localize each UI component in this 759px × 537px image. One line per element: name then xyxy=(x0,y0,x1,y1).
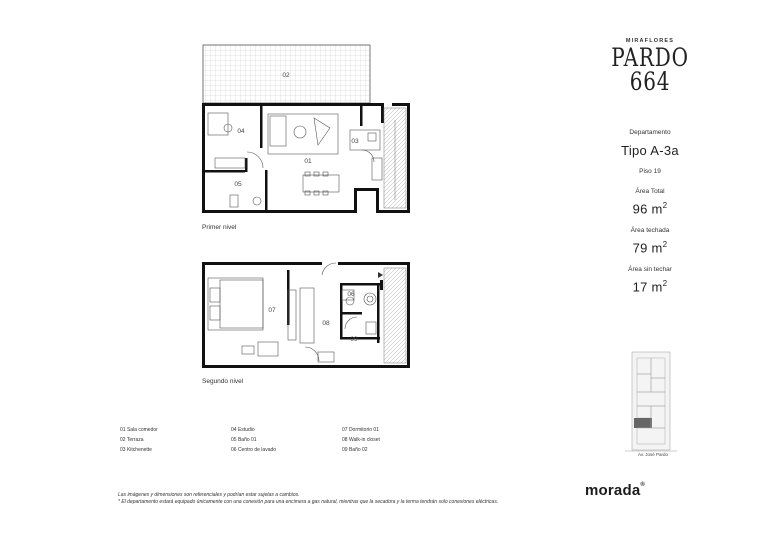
second-level-caption: Segundo nivel xyxy=(202,378,244,385)
room-number-03: 03 xyxy=(351,138,359,145)
key-plan-street: Av. José Pardo xyxy=(637,452,669,457)
area-total-label: Área Total xyxy=(635,188,665,195)
north-arrow-icon xyxy=(378,272,383,278)
room-number-06: 06 xyxy=(347,291,355,298)
area-total-value: 96 $m^2$ xyxy=(632,201,668,217)
first-level-caption: Primer nivel xyxy=(202,224,237,231)
dept-label: Departamento xyxy=(629,129,671,136)
legend-item: 02 Terraza xyxy=(120,437,144,443)
legend-col-1 xyxy=(120,425,158,455)
legend-item: 03 Kitchenette xyxy=(120,447,152,453)
area-roofed-value: 79 $m^2$ xyxy=(632,240,668,256)
note-line-2: * El departamento estará equipado únicamente con una conexión para una encimera a gas natural, mientras que la secadora y la terma tendrán solo conexiones eléctricas. xyxy=(118,498,499,505)
unit-type: Tipo A-3a xyxy=(621,143,679,158)
legend-item: 04 Estudio xyxy=(231,427,255,433)
brand-name-line1: PARDO xyxy=(611,43,689,72)
first-level-plan xyxy=(202,45,410,213)
legend-item: 07 Dormitorio 01 xyxy=(342,427,379,433)
brand-block xyxy=(590,38,710,94)
area-roofed-label: Área techada xyxy=(630,227,670,234)
room-number-02: 02 xyxy=(282,72,290,79)
brand-kicker: MIRAFLORES xyxy=(625,38,675,44)
room-number-09: 09 xyxy=(350,336,358,343)
disclaimer-notes xyxy=(118,492,578,505)
key-plan xyxy=(625,352,677,451)
room-number-04: 04 xyxy=(237,128,245,135)
legend-col-3 xyxy=(342,425,380,455)
room-number-07: 07 xyxy=(268,307,276,314)
stairs-second xyxy=(384,268,406,363)
legend-item: 01 Sala comedor xyxy=(120,427,158,433)
brand-name-line2: 664 xyxy=(629,67,671,96)
room-number-01: 01 xyxy=(304,158,312,165)
note-line-1: Las imágenes y dimensiones son referenciales y podrían estar sujetas a cambios. xyxy=(118,492,300,498)
morada-logo: morada® xyxy=(585,482,646,499)
legend-item: 05 Baño 01 xyxy=(231,437,257,443)
second-level-plan xyxy=(202,262,410,368)
legend-item: 09 Baño 02 xyxy=(342,447,368,453)
key-plan-highlight xyxy=(634,418,652,428)
legend-item: 06 Centro de lavado xyxy=(231,447,277,453)
floor-number: Piso 19 xyxy=(639,168,661,175)
legend-col-2 xyxy=(231,425,276,455)
legend-item: 08 Walk-in closet xyxy=(342,437,380,443)
room-number-08: 08 xyxy=(322,320,330,327)
room-number-05: 05 xyxy=(234,181,242,188)
area-unroofed-label: Área sin techar xyxy=(628,266,672,273)
area-unroofed-value: 17 $m^2$ xyxy=(632,279,668,295)
